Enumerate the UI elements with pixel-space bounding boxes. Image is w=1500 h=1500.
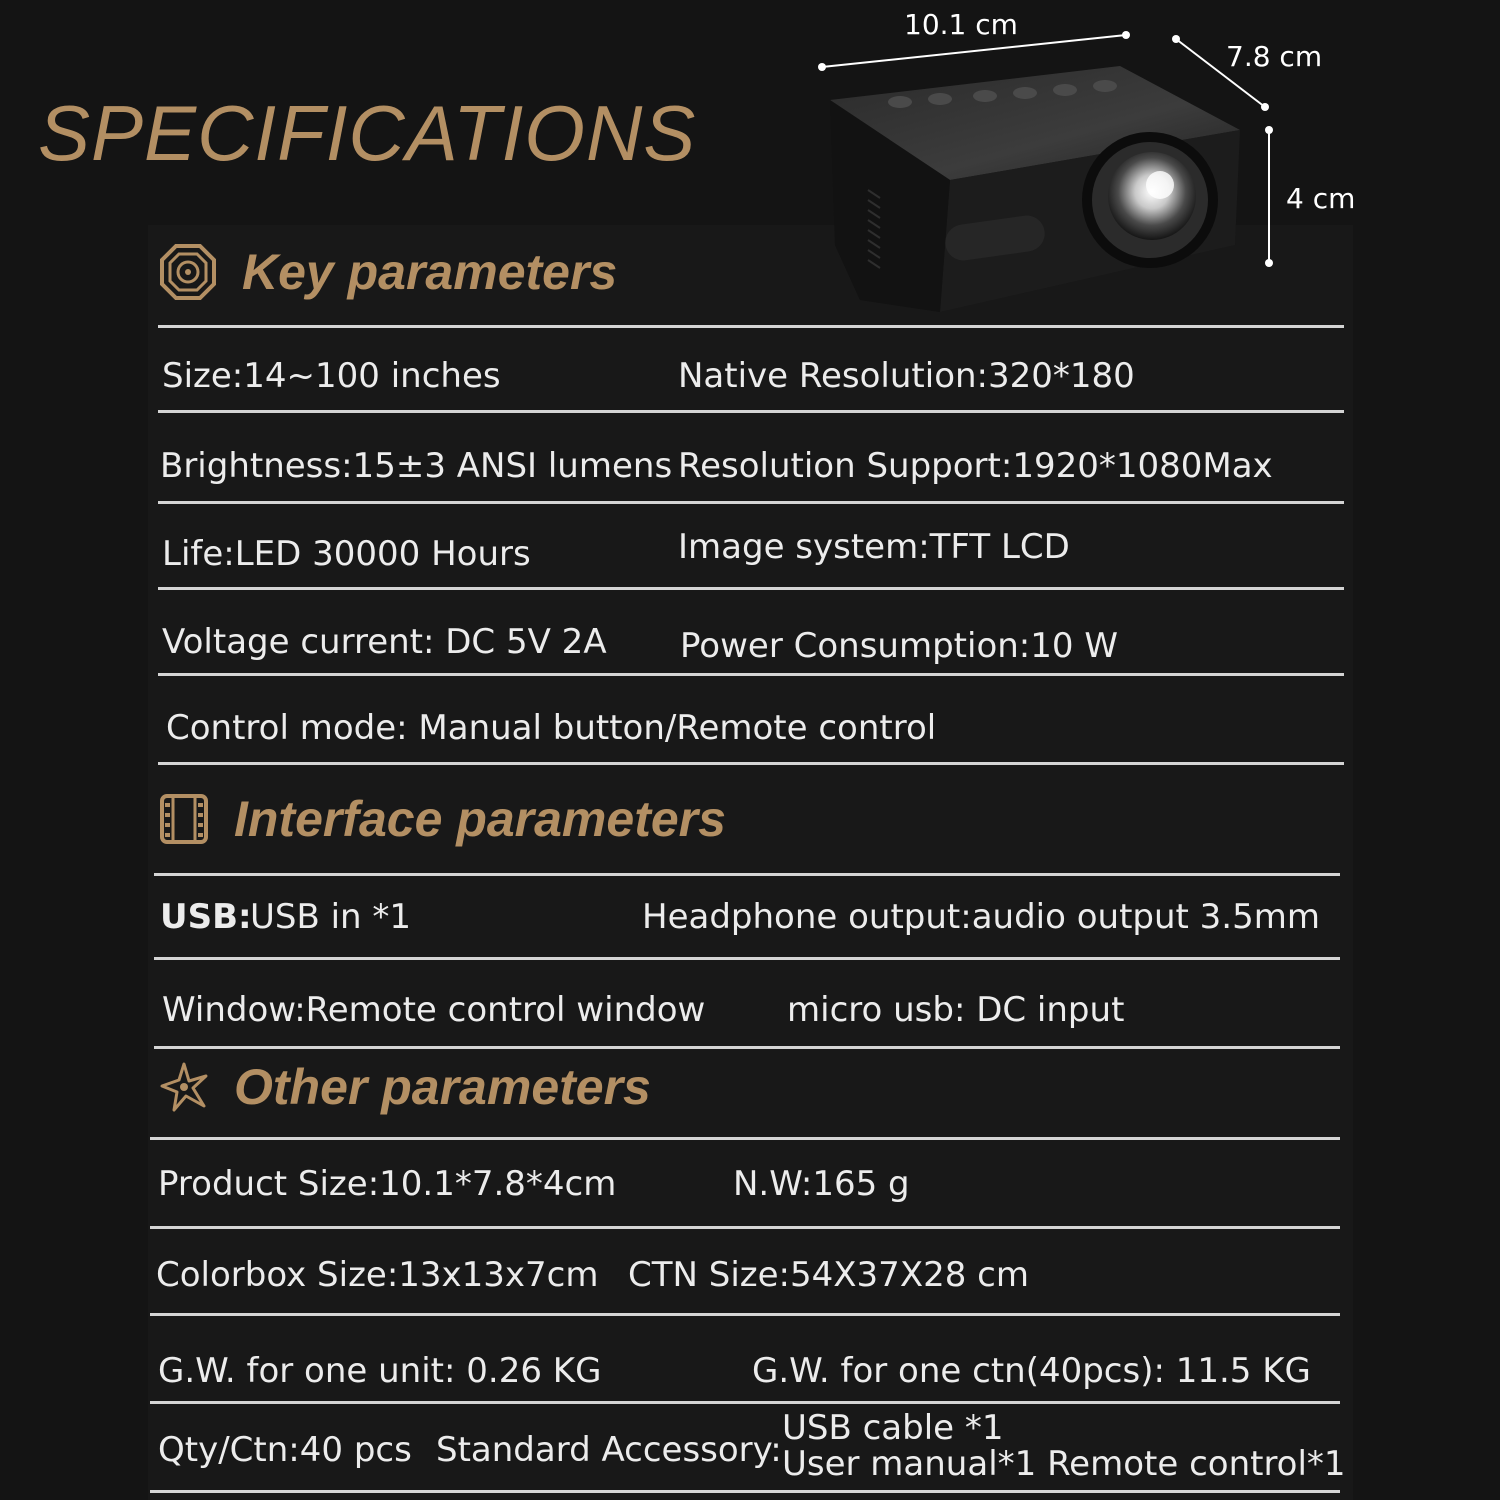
spec-accessory-label: Standard Accessory: [436, 1430, 782, 1470]
spec-usb-label: USB: [160, 897, 252, 937]
divider [150, 1226, 1340, 1229]
divider [158, 410, 1344, 413]
spec-headphone: Headphone output:audio output 3.5mm [642, 897, 1320, 937]
divider [154, 873, 1340, 876]
divider [158, 673, 1344, 676]
spec-control-mode: Control mode: Manual button/Remote control [166, 708, 937, 748]
star-burst-icon [160, 1062, 208, 1112]
section-interface-parameters [160, 790, 726, 848]
divider [150, 1490, 1340, 1493]
section-title: Interface parameters [234, 791, 726, 847]
projector-illustration [780, 0, 1380, 330]
spec-gw-ctn: G.W. for one ctn(40pcs): 11.5 KG [752, 1351, 1311, 1391]
section-title: Other parameters [234, 1059, 651, 1115]
divider [150, 1137, 1340, 1140]
divider [158, 762, 1344, 765]
divider [158, 587, 1344, 590]
spec-colorbox-size: Colorbox Size:13x13x7cm [156, 1255, 599, 1295]
accessory-line: USB cable *1 [782, 1408, 1004, 1448]
spec-brightness: Brightness:15±3 ANSI lumens [160, 446, 673, 486]
spec-size: Size:14~100 inches [162, 356, 501, 396]
divider [154, 957, 1340, 960]
spec-window: Window:Remote control window [162, 990, 706, 1030]
spec-qty-per-ctn: Qty/Ctn:40 pcs [158, 1430, 412, 1470]
dimension-width: 7.8 cm [1226, 40, 1323, 73]
spec-ctn-size: CTN Size:54X37X28 cm [628, 1255, 1029, 1295]
target-icon [160, 244, 216, 300]
spec-power: Power Consumption:10 W [680, 626, 1118, 666]
divider [158, 501, 1344, 504]
dimension-height: 4 cm [1286, 182, 1356, 215]
spec-native-resolution: Native Resolution:320*180 [678, 356, 1135, 396]
section-other-parameters [160, 1058, 651, 1116]
page-title: SPECIFICATIONS [38, 89, 697, 177]
accessory-line: User manual*1 Remote control*1 [782, 1444, 1346, 1484]
section-key-parameters [160, 243, 617, 301]
divider [158, 325, 1344, 328]
spec-product-size: Product Size:10.1*7.8*4cm [158, 1164, 617, 1204]
dimension-length: 10.1 cm [904, 8, 1018, 41]
spec-usb-value: USB in *1 [250, 897, 412, 937]
spec-life: Life:LED 30000 Hours [162, 534, 531, 574]
spec-panel [148, 225, 1353, 1500]
divider [154, 1046, 1340, 1049]
divider [150, 1401, 1340, 1404]
divider [150, 1313, 1340, 1316]
spec-resolution-support: Resolution Support:1920*1080Max [678, 446, 1273, 486]
spec-gw-unit: G.W. for one unit: 0.26 KG [158, 1351, 602, 1391]
film-strip-icon [160, 794, 208, 844]
section-title: Key parameters [242, 244, 618, 300]
accessory-list [782, 1410, 1346, 1482]
spec-net-weight: N.W:165 g [733, 1164, 910, 1204]
spec-micro-usb: micro usb: DC input [787, 990, 1125, 1030]
spec-voltage: Voltage current: DC 5V 2A [162, 622, 607, 662]
spec-image-system: Image system:TFT LCD [678, 527, 1070, 567]
